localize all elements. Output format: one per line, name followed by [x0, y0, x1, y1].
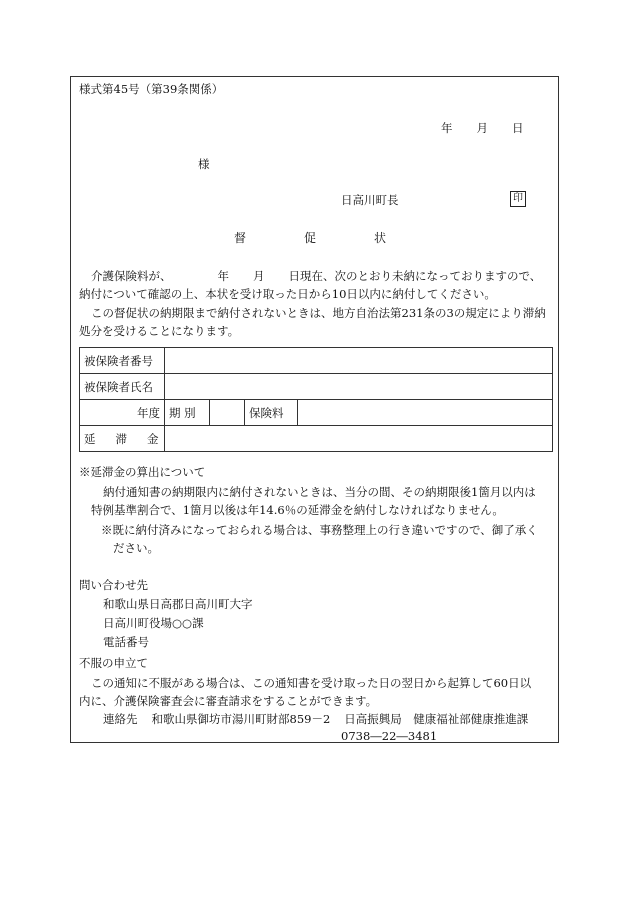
contact-phone-label: 電話番号 [103, 635, 149, 649]
paragraph-unpaid-notice [79, 267, 553, 303]
appeal-line2: 内に、介護保険審査会に審査請求をすることができます。 [79, 694, 378, 708]
p1-month: 月 [253, 269, 265, 283]
fiscal-year-label: 年度 [80, 400, 165, 426]
contact-address: 和歌山県日高郡日高川町大字 [103, 597, 253, 611]
table-row [80, 348, 553, 374]
insured-number-label: 被保険者番号 [80, 348, 165, 374]
date-line [441, 120, 524, 136]
insured-name-label: 被保険者氏名 [80, 374, 165, 400]
p1-line2: 納付について確認の上、本状を受け取った日から10日以内に納付してください。 [79, 287, 496, 301]
premium-value [298, 400, 553, 426]
date-year: 年 [441, 121, 453, 135]
liaison-label: 連絡先 [103, 712, 138, 726]
issuer-name: 日高川町長 [341, 193, 399, 207]
table-row [80, 374, 553, 400]
insured-number-value [165, 348, 553, 374]
liaison-phone: 0738―22―3481 [341, 729, 438, 743]
premium-label: 保険料 [245, 400, 298, 426]
title-char-3: 状 [374, 231, 387, 245]
calculation-note [101, 521, 553, 557]
late-fee-char-3: 金 [147, 431, 159, 446]
note-line2: ださい。 [113, 541, 159, 555]
liaison-line [103, 711, 528, 727]
appeal-line1: この通知に不服がある場合は、この通知書を受け取った日の翌日から起算して60日以 [91, 676, 532, 690]
addressee-suffix: 様 [198, 157, 210, 171]
contact-heading: 問い合わせ先 [79, 578, 148, 592]
p2-line2: 処分を受けることになります。 [79, 324, 240, 338]
table-row [80, 400, 553, 426]
table-row [80, 426, 553, 452]
liaison-office: 日高振興局 健康福祉部健康推進課 [344, 712, 529, 726]
document-title [234, 230, 386, 246]
period-value [210, 400, 245, 426]
contact-office: 日高川町役場○○課 [103, 616, 204, 630]
note-line1: ※既に納付済みになっておられる場合は、事務整理上の行き違いですので、御了承く [101, 523, 538, 537]
notice-form-frame [70, 76, 559, 743]
title-char-2: 促 [304, 231, 317, 245]
late-fee-char-2: 滞 [115, 431, 127, 446]
p1-year: 年 [217, 269, 229, 283]
form-number: 様式第45号（第39条関係） [79, 82, 224, 96]
calculation-body [91, 483, 553, 519]
late-fee-char-1: 延 [84, 431, 96, 446]
p1-rest: 日現在、次のとおり未納になっておりますので、 [288, 269, 542, 283]
appeal-heading: 不服の申立て [79, 656, 148, 670]
late-fee-label [80, 426, 165, 452]
insured-info-table [79, 347, 553, 452]
calc-line2: 特例基準割合で、1箇月以後は年14.6％の延滞金を納付しなければなりません。 [91, 503, 504, 517]
period-label: 期 別 [165, 400, 210, 426]
p1-prefix: 介護保険料が、 [91, 269, 172, 283]
liaison-address: 和歌山県御坊市湯川町財部859－2 [151, 712, 331, 726]
title-char-1: 督 [234, 231, 247, 245]
calculation-heading: ※延滞金の算出について [79, 465, 206, 479]
insured-name-value [165, 374, 553, 400]
date-month: 月 [476, 121, 488, 135]
calc-line1: 納付通知書の納期限内に納付されないときは、当分の間、その納期限後1箇月以内は [103, 485, 536, 499]
date-day: 日 [512, 121, 524, 135]
p2-line1: この督促状の納期限まで納付されないときは、地方自治法第231条の3の規定により滞納 [91, 306, 546, 320]
paragraph-disposition-warning [79, 304, 553, 340]
seal-mark: 印 [510, 191, 526, 207]
appeal-body [79, 674, 553, 710]
late-fee-value [165, 426, 553, 452]
